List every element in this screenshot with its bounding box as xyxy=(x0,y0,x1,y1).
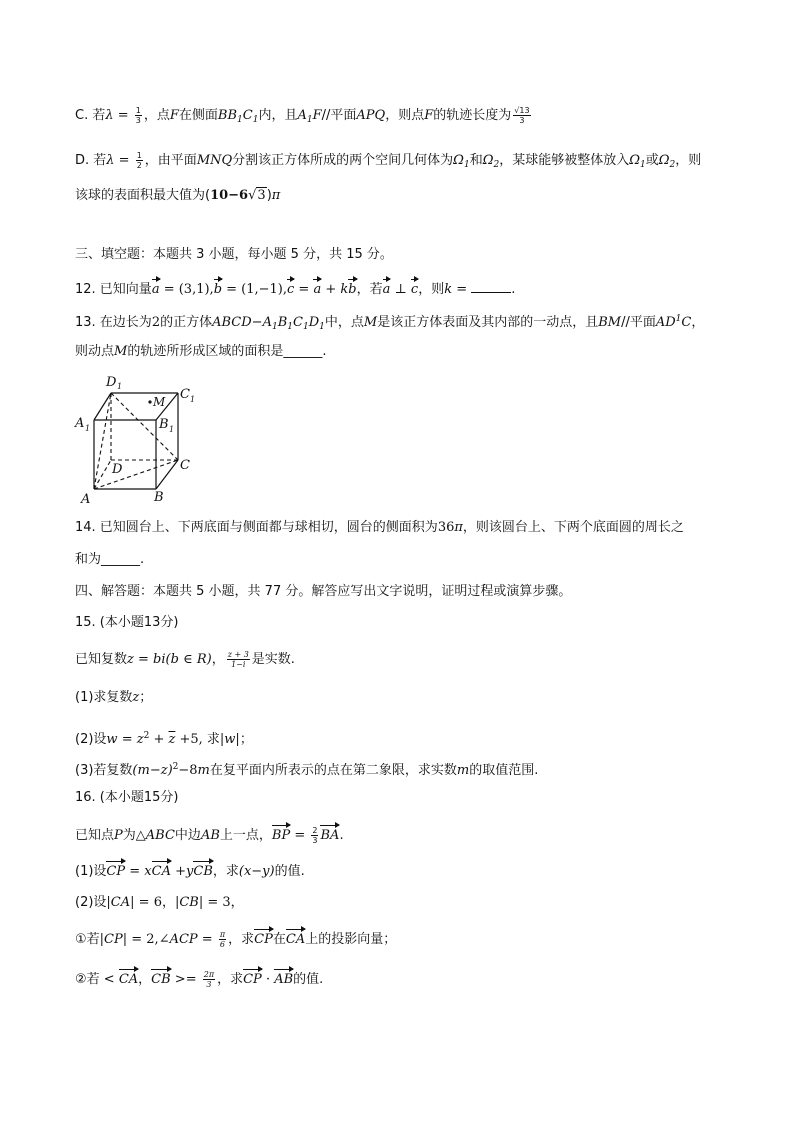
question-16-item1: ①若|CP| = 2,∠ACP = $\frac{\pi}{6}$ ，求CP在CA上的投影向量； xyxy=(75,930,397,949)
label-d1: D xyxy=(106,375,117,390)
question-16-stem: 已知点P为△ABC中边AB上一点，BP = $\frac{2}{3}$ BA. xyxy=(75,826,344,845)
question-15-stem: 已知复数z = bi(b ∈ R)， $\frac{z + 3}{1-i}$ 是实数. xyxy=(75,650,295,669)
fraction: $\frac{2}{3}$ xyxy=(312,826,318,845)
section-4-heading: 四、解答题：本题共 5 小题，共 77 分。解答应写出文字说明，证明过程或演算步骤。 xyxy=(75,584,572,599)
question-16-item2: ②若 < CA，CB >= $\frac{2\pi}{3}$ ，求CP · AB的值. xyxy=(75,970,324,989)
option-d-line2: 该球的表面积最大值为(10−6√3)π xyxy=(75,188,281,203)
question-14-line1: 14. 已知圆台上、下两底面与侧面都与球相切，圆台的侧面积为36π，则该圆台上、下两个底面圆的周长之 xyxy=(75,520,684,535)
option-c: C. 若λ = $\frac{1}{3}$ ，点F在侧面$BB_1C_1$内，且$A_1F//$平面APQ，则点F的轨迹长度为 $\frac{√13}{3}$ xyxy=(75,106,530,125)
section-3-heading: 三、填空题：本题共 3 小题，每小题 5 分，共 15 分。 xyxy=(75,247,393,262)
cube-figure xyxy=(70,372,210,506)
label-m: M xyxy=(153,395,166,409)
question-15-part1: (1)求复数z； xyxy=(75,690,153,705)
label-a1: A xyxy=(75,416,85,431)
label-d1-sub: 1 xyxy=(117,382,123,391)
answer-blank xyxy=(471,280,511,293)
fraction: $\frac{z + 3}{1-i}$ xyxy=(227,650,249,669)
fraction: $\frac{√13}{3}$ xyxy=(514,106,530,125)
question-16-part2: (2)设|CA| = 6，|CB| = 3， xyxy=(75,895,244,910)
question-13-line2: 则动点M的轨迹所形成区域的面积是______. xyxy=(75,344,327,359)
fraction: $\frac{\pi}{6}$ xyxy=(219,930,226,949)
question-14-line2: 和为______. xyxy=(75,552,145,567)
question-15-part3: (3)若复数$(m-z)^2-8m$在复平面内所表示的点在第二象限，求实数m的取值范围. xyxy=(75,762,539,778)
question-12: 12. 已知向量a = (3,1),b = (1,−1),c = a + kb，若a ⊥ c，则k = . xyxy=(75,280,515,300)
label-d: D xyxy=(112,462,123,477)
fraction: $\frac{1}{3}$ xyxy=(135,106,141,125)
fraction: $\frac{1}{2}$ xyxy=(136,151,142,170)
question-16-part1: (1)设CP = xCA +yCB，求(x−y)的值. xyxy=(75,862,305,882)
question-16-heading: 16. (本小题15分) xyxy=(75,790,179,805)
question-15-part2: (2)设$w = z^2 + \overline{z} +5$, 求|w|； xyxy=(75,731,253,747)
label-c1: C xyxy=(180,387,190,402)
question-13-line1: 13. 在边长为2的正方体$ABCD-A_1B_1C_1D_1$中，点M是该正方体表面及其内部的一动点，且BM//平面$AD^1C$， xyxy=(75,314,705,332)
label-c1-sub: 1 xyxy=(190,395,196,404)
label-b: B xyxy=(154,490,164,505)
label-a: A xyxy=(81,492,91,506)
label-a1-sub: 1 xyxy=(85,424,91,433)
question-15-heading: 15. (本小题13分) xyxy=(75,615,179,630)
option-d-line1: D. 若λ = $\frac{1}{2}$ ，由平面MNQ分割该正方体所成的两个空间几何体为$\Omega_1$和$\Omega_2$，某球能够被整体放入$\Omega_1$或$\Omega_2$，则 xyxy=(75,151,702,170)
label-b1-sub: 1 xyxy=(169,425,175,434)
fraction: $\frac{2\pi}{3}$ xyxy=(203,970,215,989)
label-c: C xyxy=(180,458,190,473)
label-b1: B xyxy=(159,417,169,432)
